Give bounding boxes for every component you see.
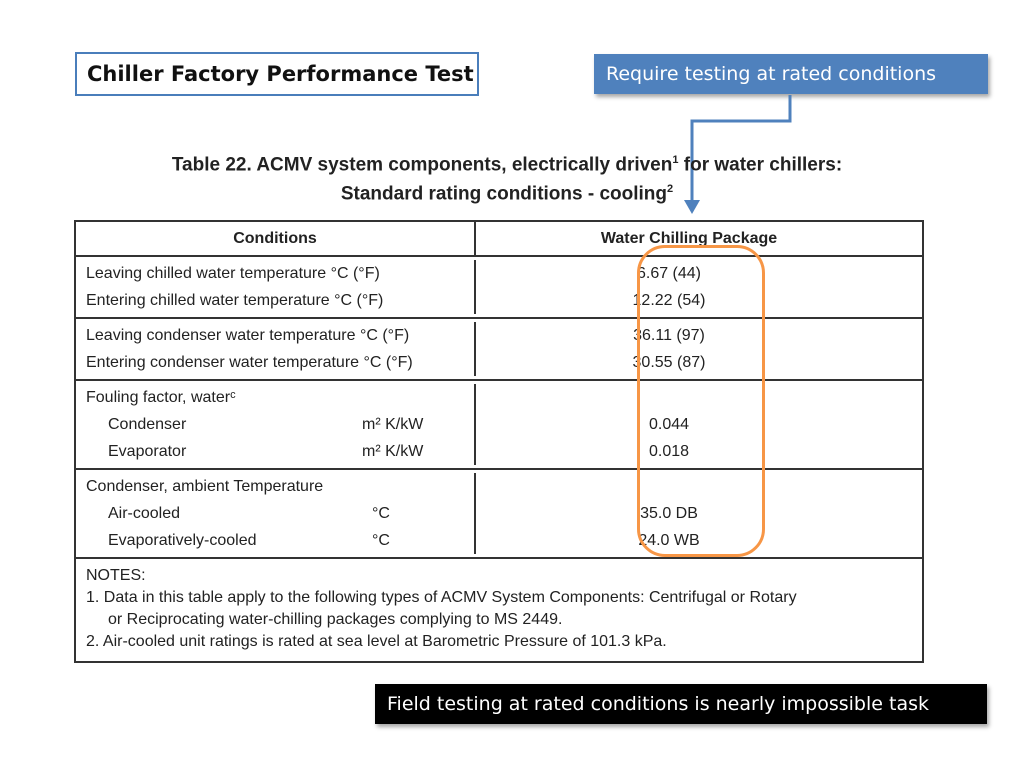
- callout-rated-conditions: Require testing at rated conditions: [594, 54, 988, 94]
- highlight-oval: [637, 245, 765, 557]
- table-row-value: 0.018: [648, 443, 690, 460]
- note-1: 1. Data in this table apply to the following types of ACMV System Components: Centrifugal or Rotary: [86, 589, 797, 606]
- fouling-heading: Fouling factor, waterᶜ: [86, 389, 236, 406]
- table-row-label: Evaporatively-cooled: [108, 532, 257, 549]
- table-row-value: 24.0 WB: [638, 532, 700, 549]
- note-1-continued: or Reciprocating water-chilling packages complying to MS 2449.: [108, 611, 563, 628]
- table-row-unit: °C: [372, 532, 390, 549]
- notes-heading: NOTES:: [86, 567, 146, 584]
- note-2: 2. Air-cooled unit ratings is rated at sea level at Barometric Pressure of 101.3 kPa.: [86, 633, 667, 650]
- header-conditions: Conditions: [76, 222, 476, 255]
- table-row-value: 36.11 (97): [633, 327, 705, 344]
- rating-conditions-table: [74, 220, 924, 663]
- caption-sup-2: 2: [667, 183, 674, 196]
- caption-line-1: [74, 148, 940, 177]
- table-row-label: Leaving condenser water temperature °C (°F): [86, 327, 410, 344]
- table-row-value: 0.044: [648, 416, 690, 433]
- ambient-temperature-group: [76, 470, 922, 559]
- table-row-unit: °C: [372, 505, 390, 522]
- chilled-water-group: [76, 257, 922, 319]
- table-row-value: 35.0 DB: [640, 505, 698, 522]
- header-package: Water Chilling Package: [600, 229, 778, 247]
- table-header-row: [76, 222, 922, 257]
- callout-field-testing: Field testing at rated conditions is nearly impossible task: [375, 684, 987, 724]
- table-row-value: 6.67 (44): [636, 265, 702, 282]
- table-row-label: Entering chilled water temperature °C (°F): [86, 292, 384, 309]
- fouling-factor-group: [76, 381, 922, 470]
- table-row-label: Air-cooled: [108, 505, 181, 522]
- table-row-label: Leaving chilled water temperature °C (°F): [86, 265, 380, 282]
- ambient-heading: Condenser, ambient Temperature: [86, 478, 324, 495]
- slide-title: Chiller Factory Performance Test: [75, 52, 479, 96]
- caption-line-2: [74, 177, 940, 206]
- table-row-label: Entering condenser water temperature °C (°F): [86, 354, 413, 371]
- table-row-label: Evaporator: [108, 443, 187, 460]
- table-row-value: 30.55 (87): [632, 354, 706, 371]
- table-row-value: 12.22 (54): [632, 292, 706, 309]
- table-row-unit: m² K/kW: [362, 443, 424, 460]
- caption-text-a: Table 22. ACMV system components, electrically driven: [171, 154, 673, 176]
- condenser-water-group: [76, 319, 922, 381]
- table-row-label: Condenser: [108, 416, 187, 433]
- table-caption: [74, 148, 940, 207]
- table-row-unit: m² K/kW: [362, 416, 424, 433]
- caption-text-c: Standard rating conditions - cooling: [340, 183, 668, 205]
- caption-sup-1: 1: [672, 154, 679, 166]
- caption-text-b: for water chillers:: [678, 154, 843, 176]
- table-notes: [76, 559, 922, 661]
